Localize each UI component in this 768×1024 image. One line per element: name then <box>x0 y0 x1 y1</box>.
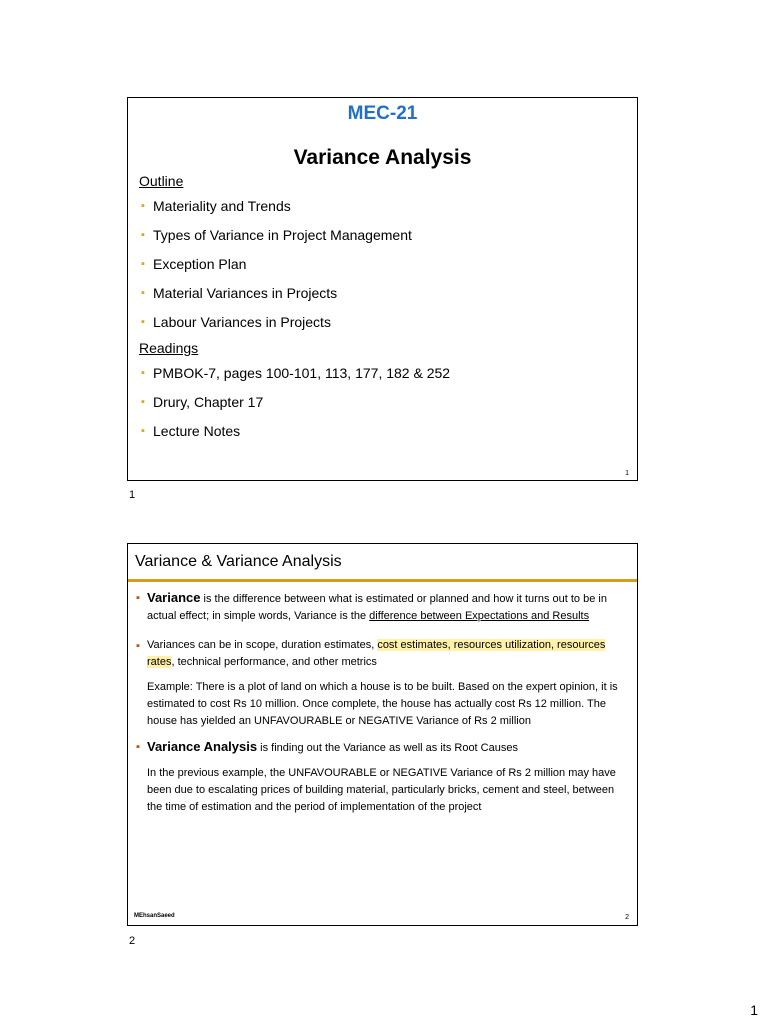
bullet-icon: ▪ <box>136 592 140 604</box>
example-paragraph: In the previous example, the UNFAVOURABLE or NEGATIVE Variance of Rs 2 million may have been due to escalating prices of building material, particularly bricks, cement and steel, between the time of estimation and the period of implementation of the project <box>147 767 616 813</box>
bullet-icon: ▪ <box>136 741 140 753</box>
slide-page-number: 2 <box>625 914 629 921</box>
document-page-number: 1 <box>750 1002 758 1018</box>
list-item: ▪ Exception Plan <box>139 250 627 279</box>
paragraph-variance: ▪ Variance is the difference between what is estimated or planned and how it turns out to be in actual effect; in simple words, Variance is the difference between Expectations and Results <box>136 590 607 622</box>
readings-heading: Readings <box>139 340 199 356</box>
term: Variance Analysis <box>147 739 258 754</box>
highlighted-phrase: cost estimates, resources utilization, resources rates <box>147 639 606 668</box>
author-footer: MEhsanSaeed <box>134 913 175 919</box>
slide-body <box>134 589 631 816</box>
list-item: ▪ Lecture Notes <box>139 417 627 446</box>
course-code: MEC-21 <box>347 103 418 124</box>
list-item: ▪ Materiality and Trends <box>139 192 627 221</box>
paragraph-variance-analysis: ▪ Variance Analysis is finding out the Variance as well as its Root Causes <box>136 739 518 754</box>
title-divider <box>128 579 637 582</box>
bullet-icon: ▪ <box>141 396 145 408</box>
list-item: ▪ Drury, Chapter 17 <box>139 388 627 417</box>
bullet-icon: ▪ <box>141 200 145 212</box>
bullet-icon: ▪ <box>141 229 145 241</box>
slide-label: 2 <box>129 935 136 947</box>
paragraph-types: ▪ Variances can be in scope, duration estimates, cost estimates, resources utilization, resources rates, technical performance, and other metrics <box>136 639 606 668</box>
term: Variance <box>147 590 201 605</box>
slide-label: 1 <box>129 489 136 501</box>
slide-body <box>139 170 627 446</box>
slide-2 <box>127 543 638 926</box>
slide-1 <box>127 97 638 481</box>
list-item: ▪ Types of Variance in Project Management <box>139 221 627 250</box>
bullet-icon: ▪ <box>141 287 145 299</box>
list-item: ▪ Material Variances in Projects <box>139 279 627 308</box>
bullet-icon: ▪ <box>136 640 140 652</box>
list-item: ▪ PMBOK-7, pages 100-101, 113, 177, 182 & 252 <box>139 359 627 388</box>
underlined-phrase: difference between Expectations and Results <box>369 610 590 622</box>
bullet-icon: ▪ <box>141 367 145 379</box>
bullet-icon: ▪ <box>141 425 145 437</box>
slide-title: Variance Analysis <box>293 146 472 169</box>
slide-page-number: 1 <box>625 470 629 477</box>
bullet-icon: ▪ <box>141 258 145 270</box>
slide-title: Variance & Variance Analysis <box>135 553 342 570</box>
example-paragraph: Example: There is a plot of land on which a house is to be built. Based on the expert opinion, it is estimated to cost Rs 10 million. Once complete, the house has actually cost Rs 12 million. The house has yielded an UNFAVOURABLE or NEGATIVE Variance of Rs 2 million <box>147 681 618 727</box>
outline-heading: Outline <box>139 173 184 189</box>
list-item: ▪ Labour Variances in Projects <box>139 308 627 337</box>
bullet-icon: ▪ <box>141 316 145 328</box>
